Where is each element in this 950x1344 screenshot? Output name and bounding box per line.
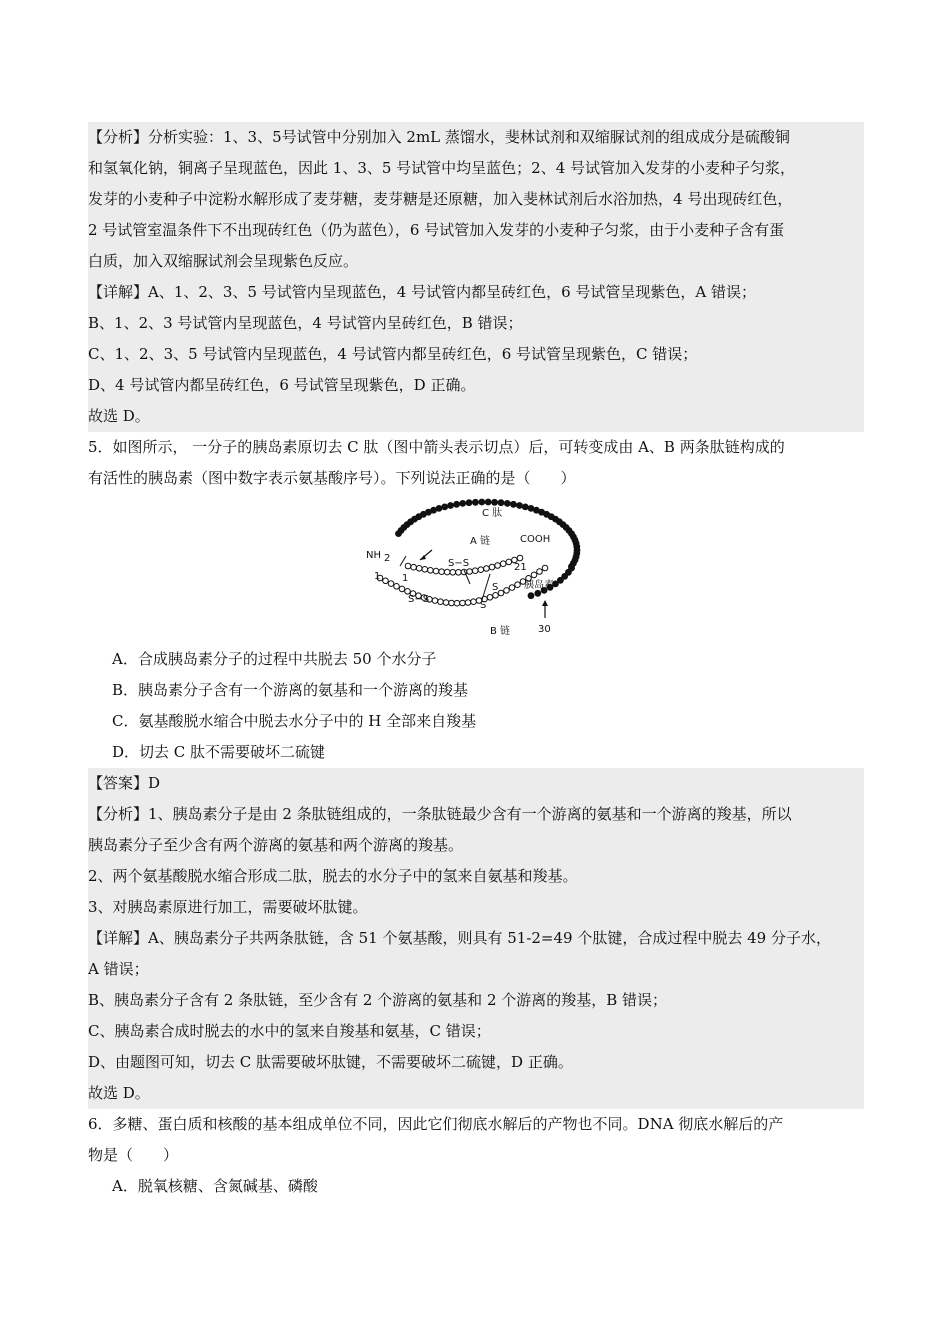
document-page: [88, 122, 864, 1202]
text-line: C、1、2、3、5 号试管内呈现蓝色，4 号试管内都呈砖红色，6 号试管呈现紫色，C 错误；: [88, 339, 864, 370]
num-1-b-chain: 1: [374, 571, 381, 582]
amino-acid-bead: [439, 569, 445, 575]
amino-acid-bead: [472, 568, 478, 574]
amino-acid-bead: [537, 569, 543, 575]
amino-acid-bead: [405, 563, 411, 569]
amino-acid-bead: [478, 567, 484, 573]
text-line: 和氢氧化钠，铜离子呈现蓝色，因此 1、3、5 号试管中均呈蓝色；2、4 号试管加入发芽的小麦种子匀浆，: [88, 153, 864, 184]
num-21-label: 21: [514, 562, 527, 573]
amino-acid-bead: [498, 590, 504, 596]
amino-acid-bead: [491, 499, 498, 506]
amino-acid-bead: [528, 592, 535, 599]
text-line: 胰岛素分子至少含有两个游离的氨基和两个游离的羧基。: [88, 830, 864, 861]
amino-acid-bead: [509, 585, 515, 591]
disulfide-label: S−S: [408, 594, 430, 605]
amino-acid-bead: [506, 559, 512, 565]
text-line: D、4 号试管内都呈砖红色，6 号试管呈现紫色，D 正确。: [88, 370, 864, 401]
num-30-label: 30: [538, 624, 551, 635]
text-line: B、1、2、3 号试管内呈现蓝色，4 号试管内呈砖红色，B 错误；: [88, 308, 864, 339]
question-stem-line: 物是（ ）: [88, 1146, 179, 1164]
amino-acid-bead: [454, 600, 460, 606]
amino-acid-bead: [383, 578, 389, 584]
amino-acid-bead: [465, 600, 471, 606]
amino-acid-bead: [459, 500, 466, 507]
insulin-label: 胰岛素: [524, 580, 554, 591]
amino-acid-bead: [436, 505, 443, 512]
amino-acid-bead: [428, 568, 434, 574]
nh2-label: NH: [366, 550, 381, 561]
amino-acid-bead: [399, 586, 405, 592]
insulin-diagram: [362, 498, 592, 638]
option-a: A．脱氧核糖、含氮碱基、磷酸: [112, 1177, 318, 1195]
question-6: [88, 1109, 864, 1202]
amino-acid-bead: [449, 600, 455, 606]
question-stem-line: 6．多糖、蛋白质和核酸的基本组成单位不同，因此它们彻底水解后的产物也不同。DNA 彻底水解后的产: [88, 1115, 784, 1133]
question-5: [88, 432, 864, 768]
text-line: 白质，加入双缩脲试剂会呈现紫色反应。: [88, 246, 864, 277]
text-line: 2、两个氨基酸脱水缩合形成二肽，脱去的水分子中的氢来自氨基和羧基。: [88, 861, 864, 892]
question-stem-line: 5．如图所示， 一分子的胰岛素原切去 C 肽（图中箭头表示切点）后，可转变成由 A、B 两条肽链构成的: [88, 438, 785, 456]
nh2-subscript: 2: [384, 553, 391, 564]
question-stem-line: 有活性的胰岛素（图中数字表示氨基酸序号）。下列说法正确的是（ ）: [88, 469, 576, 487]
amino-acid-bead: [504, 500, 511, 507]
cooh-label: COOH: [520, 534, 551, 545]
amino-acid-bead: [510, 501, 517, 508]
num-1-a-chain: 1: [402, 573, 409, 584]
amino-acid-bead: [489, 564, 495, 570]
analysis-block: [88, 122, 864, 432]
amino-acid-bead: [472, 499, 479, 506]
amino-acid-bead: [471, 599, 477, 605]
amino-acid-bead: [450, 570, 456, 576]
option-d: D．切去 C 肽不需要破坏二硫键: [112, 743, 326, 761]
text-line: 故选 D。: [88, 401, 864, 432]
amino-acid-bead: [495, 563, 501, 569]
amino-acid-bead: [438, 599, 444, 605]
a-chain-label: A 链: [470, 536, 491, 547]
amino-acid-bead: [487, 595, 493, 601]
text-line: 【详解】A、1、2、3、5 号试管内呈现蓝色，4 号试管内都呈砖红色，6 号试管呈现紫色，A 错误；: [88, 277, 864, 308]
amino-acid-bead: [500, 561, 506, 567]
b-chain-label: B 链: [490, 626, 511, 637]
amino-acid-bead: [460, 600, 466, 606]
text-line: 3、对胰岛素原进行加工，需要破坏肽键。: [88, 892, 864, 923]
option-b: B．胰岛素分子含有一个游离的氨基和一个游离的羧基: [112, 681, 469, 699]
sulfur-label: S: [492, 582, 499, 593]
amino-acid-bead: [504, 588, 510, 594]
amino-acid-bead: [456, 570, 462, 576]
amino-acid-bead: [516, 502, 523, 509]
amino-acid-bead: [422, 567, 428, 573]
amino-acid-bead: [453, 501, 460, 508]
amino-acid-bead: [522, 504, 529, 511]
text-line: 【分析】分析实验：1、3、5号试管中分别加入 2mL 蒸馏水，斐林试剂和双缩脲试剂的组成成分是硫酸铜: [88, 122, 864, 153]
cut-arrow-right-head: [542, 600, 548, 606]
amino-acid-bead: [484, 566, 490, 572]
text-line: 故选 D。: [88, 1078, 864, 1109]
text-line: B、胰岛素分子含有 2 条肽链，至少含有 2 个游离的氨基和 2 个游离的羧基，B 错误；: [88, 985, 864, 1016]
disulfide-label: S−S: [448, 558, 470, 569]
amino-acid-bead: [394, 584, 400, 590]
text-line: 【分析】1、胰岛素分子是由 2 条肽链组成的，一条肽链最少含有一个游离的氨基和一个游离的羧基，所以: [88, 799, 864, 830]
amino-acid-bead: [443, 600, 449, 606]
option-a: A．合成胰岛素分子的过程中共脱去 50 个水分子: [112, 650, 437, 668]
answer-block: [88, 768, 864, 1109]
amino-acid-bead: [478, 499, 485, 506]
amino-acid-bead: [444, 569, 450, 575]
amino-acid-bead: [432, 598, 438, 604]
text-line: 发芽的小麦种子中淀粉水解形成了麦芽糖，麦芽糖是还原糖，加入斐林试剂后水浴加热，4 号出现砖红色，: [88, 184, 864, 215]
amino-acid-bead: [517, 555, 523, 561]
amino-acid-bead: [441, 504, 448, 511]
c-peptide-label: C 肽: [482, 508, 503, 519]
text-line: A 错误；: [88, 954, 864, 985]
amino-acid-bead: [433, 568, 439, 574]
answer-line: 【答案】D: [88, 768, 864, 799]
amino-acid-bead: [531, 572, 537, 578]
amino-acid-bead: [498, 499, 505, 506]
sulfur-label: S: [480, 600, 487, 611]
amino-acid-bead: [542, 565, 548, 571]
text-line: 【详解】A、胰岛素分子共两条肽链，含 51 个氨基酸，则具有 51-2=49 个肽键，合成过程中脱去 49 分子水，: [88, 923, 864, 954]
insulin-figure: [88, 498, 864, 638]
amino-acid-bead: [467, 569, 473, 575]
amino-acid-bead: [411, 564, 417, 570]
amino-acid-bead: [466, 499, 473, 506]
amino-acid-bead: [447, 502, 454, 509]
text-line: C、胰岛素合成时脱去的水中的氢来自羧基和氨基，C 错误；: [88, 1016, 864, 1047]
amino-acid-bead: [485, 499, 492, 506]
amino-acid-bead: [515, 582, 521, 588]
option-c: C．氨基酸脱水缩合中脱去水分子中的 H 全部来自羧基: [112, 712, 477, 730]
text-line: 2 号试管室温条件下不出现砖红色（仍为蓝色），6 号试管加入发芽的小麦种子匀浆，由于小麦种子含有蛋: [88, 215, 864, 246]
amino-acid-bead: [416, 566, 422, 572]
amino-acid-bead: [388, 581, 394, 587]
text-line: D、由题图可知，切去 C 肽需要破坏肽键，不需要破坏二硫键，D 正确。: [88, 1047, 864, 1078]
amino-acid-bead: [493, 593, 499, 599]
